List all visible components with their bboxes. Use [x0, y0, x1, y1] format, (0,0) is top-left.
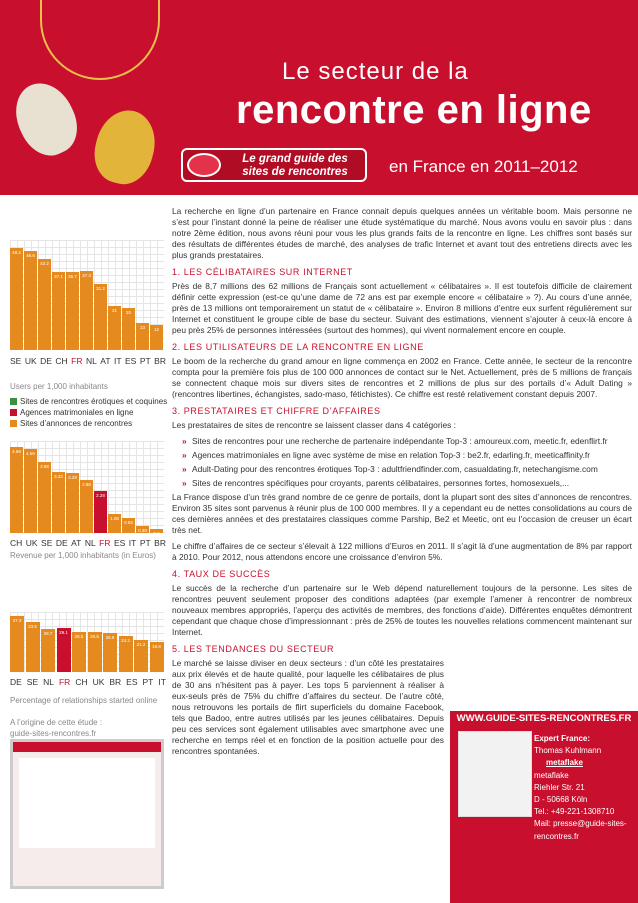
article — [172, 206, 632, 762]
bar: 37.1 — [52, 272, 65, 350]
bar: 3.88 — [38, 462, 51, 533]
contact-card — [450, 711, 638, 903]
mouse-cable — [40, 0, 160, 80]
bar: 28.7 — [41, 629, 55, 672]
tick-label: NL — [84, 538, 96, 548]
bar: 4.68 — [10, 447, 23, 533]
tick-label: AT — [71, 538, 82, 548]
paragraph: Le chiffre d’affaires de ce secteur s’élevait à 122 millions d’Euros en 2011. Il s’agit là d’une augmentation de 8% par rapport à 2010. Pour 2012, nous attendons encore une croissance d’environ 5%. — [172, 541, 632, 562]
list-item: » Sites de rencontres pour une recherche de partenaire indépendante Top-3 : amoureux.com, meetic.fr, edenflirt.fr — [172, 436, 632, 447]
section-title: 3. PRESTATAIRES ET CHIFFRE D’AFFAIRES — [172, 406, 381, 416]
tick-label: PT — [142, 677, 154, 687]
tick-label: PT — [139, 538, 151, 548]
list-item: » Agences matrimoniales en ligne avec système de mise en relation Top-3 : be2.fr, edarling.fr, meeticaffinity.fr — [172, 450, 632, 461]
bar: 26.6 — [88, 632, 102, 672]
bar: 37.3 — [80, 271, 93, 350]
bar: 3.32 — [52, 472, 65, 533]
tick-label: IT — [113, 356, 122, 366]
legend-item: Sites d’annonces de rencontres — [10, 418, 167, 429]
tick-label: UK — [92, 677, 105, 687]
bar: 37.3 — [10, 616, 24, 672]
title-line-2: rencontre en ligne — [236, 88, 592, 132]
success-caption: Percentage of relationships started online — [10, 696, 158, 705]
bar: 0.2 — [150, 529, 163, 533]
tick-label: FR — [99, 538, 111, 548]
revenue-caption: Revenue per 1,000 inhabitants (in Euros) — [10, 551, 156, 560]
tick-label: CH — [55, 356, 68, 366]
tick-label: FR — [58, 677, 71, 687]
heart-logo-icon — [187, 153, 221, 177]
tick-label: DE — [40, 356, 52, 366]
tick-label: DE — [10, 677, 22, 687]
tick-label: CH — [10, 538, 23, 548]
bar: 4.56 — [24, 449, 37, 533]
badge-line-1: Le grand guide des — [242, 153, 348, 165]
tick-label: BR — [154, 538, 166, 548]
screen-image — [10, 739, 164, 889]
users-axis — [10, 356, 166, 366]
contact-url: WWW.GUIDE-SITES-RENCONTRES.FR — [456, 713, 632, 724]
revenue-axis — [10, 538, 166, 548]
tick-label: IT — [158, 677, 166, 687]
tick-label: AT — [100, 356, 111, 366]
tick-label: CH — [75, 677, 88, 687]
bar: 43.2 — [38, 259, 51, 350]
section-text: Le boom de la recherche du grand amour en ligne commença en 2002 en France. Cette année, le secteur de la rencontre compta pour la première fois plus de 100 000 annonces de contact sur le Net. Actuellement, près de 5 millions de français se connectent chaque mois sur divers sites de rencontres et 2 millions de plus sur des portails d’« Adult Dating » (rencontres libertines, échangistes, sado-maso, fétichistes). Ce chiffre est resté relativement constant depuis 2007. — [172, 356, 632, 399]
guide-badge — [181, 148, 367, 182]
section-text: Le marché se laisse diviser en deux secteurs : d’un côté les prestataires aux prix élevés et de haute qualité, pour laquelle les célibataires de plus de 30 ans n’hésitent pas à payer. Les tops 5 parviennent à réaliser à eux-seuls près de 75% du chiffre d’affaires du secteur. De l’autre côté, nous retrouvons les portails de flirt superficiels du domaine Facebook, tels que Badoo, entre autres utilisés par les jeunes célibataires. Depuis peu ces services sont également utilisables avec smartphone avec une recherche en temps réel et en fonction de la position actuelle pour des rencontres spontanées. — [172, 658, 444, 756]
bar: 46.6 — [24, 251, 37, 350]
bar: 3.28 — [66, 473, 79, 533]
source-url: guide-sites-rencontres.fr — [10, 729, 97, 738]
tick-label: ES — [113, 538, 126, 548]
tick-label: NL — [85, 356, 97, 366]
bar: 25.8 — [103, 633, 117, 672]
bar: 2.88 — [80, 480, 93, 533]
section-title: 2. LES UTILISATEURS DE LA RENCONTRE EN LIGNE — [172, 342, 424, 352]
section-title: 5. LES TENDANCES DU SECTEUR — [172, 644, 335, 654]
tick-label: SE — [41, 538, 53, 548]
list-item: » Adult-Dating pour des rencontres érotiques Top-3 : adultfriendfinder.com, casualdating.fr, netechangisme.com — [172, 464, 632, 475]
bar: 1.06 — [108, 514, 121, 534]
tick-label: PT — [139, 356, 151, 366]
title-line-1: Le secteur de la — [282, 58, 469, 85]
bar: 2.28 — [94, 491, 107, 533]
bar: 21 — [108, 306, 121, 350]
list-item: » Sites de rencontres spécifiques pour croyants, parents célibataires, personnes fortes, homosexuels,... — [172, 478, 632, 489]
legend-item: Sites de rencontres érotiques et coquines — [10, 396, 167, 407]
bar: 12 — [150, 325, 163, 350]
bar: 29.1 — [57, 628, 71, 672]
intro: La recherche en ligne d’un partenaire en France connait depuis quelques années un véritable boom. Mais personne ne s’est pour l’instant donné la peine de réaliser une étude systématique du marché. Nous avons voulu en savoir plus : dans notre 2ème édition, nous avons réuni pour vous les plus grands faits de la rencontre en ligne. Les chiffres sont basés sur des résultats de différentes études de marché, des analyses de trafic Internet et avant tout des entretiens directs avec les plus grands prestataires. — [172, 206, 632, 260]
bar: 33.5 — [26, 622, 40, 672]
bar: 0.39 — [136, 526, 149, 533]
users-caption: Users per 1,000 inhabitants — [10, 382, 108, 391]
tick-label: BR — [109, 677, 122, 687]
bar: 26.5 — [72, 632, 86, 672]
success-chart — [10, 612, 164, 672]
header-banner — [0, 0, 638, 195]
bar: 20 — [122, 308, 135, 350]
tick-label: IT — [128, 538, 137, 548]
badge-line-2: sites de rencontres — [242, 166, 348, 178]
bar: 24.2 — [119, 636, 133, 672]
source-label: A l’origine de cette étude : — [10, 718, 103, 727]
tick-label: BR — [154, 356, 166, 366]
tick-label: UK — [24, 356, 37, 366]
bar: 31.2 — [94, 284, 107, 350]
tick-label: SE — [26, 677, 39, 687]
bar: 36.7 — [66, 272, 79, 350]
tick-label: ES — [126, 677, 138, 687]
bar: 0.83 — [122, 518, 135, 533]
paragraph: La France dispose d’un très grand nombre de ce genre de portails, dont la plupart sont des sites d’annonces de rencontres. Environ 35 sites sont parvenus à réunir plus de 100 000 membres. Il y a cependant eu de nettes consolidations au cours de ces dernières années et des prestataires classiques comme Parship, Be2 et Meetic, ont eu l’occasion de creuser un écart très net. — [172, 492, 632, 535]
tick-label: SE — [10, 356, 22, 366]
section-text: Les prestataires de sites de rencontre se laissent classer dans 4 catégories : — [172, 420, 456, 430]
mouse-left-image — [5, 74, 87, 165]
contact-details: Expert France: Thomas Kuhlmann metaflake metaflake Riehler Str. 21 D - 50668 Köln Tel.: +49-221-1308710 Mail: presse@guide-sites-rencontres.fr — [534, 734, 627, 841]
bar: 19.8 — [150, 642, 164, 672]
revenue-chart — [10, 441, 164, 537]
section-text: Près de 8,7 millions des 62 millions de Français sont actuellement « célibataires ». Il est toutefois difficile de clairement définir cette expression (est-ce qu’une dame de 72 ans est par exemple encore « célibataire » ?). Au cours d’une année, près de 13 millions ont temporairement un statut de « célibataire ». Environ 8 millions d’entre eux surfent régulièrement sur Internet et constituent le groupe cible de base du secteur. Suivant des estimations, viennent s’ajouter à ceux-là encore à peu près 25% de personnes intéressées (surtout des hommes), qui vivent normalement encore en couple. — [172, 281, 632, 335]
mouse-right-image — [87, 104, 162, 190]
tick-label: NL — [43, 677, 54, 687]
section-text: Le succès de la recherche d’un partenaire sur le Web dépend naturellement toujours de la personne. Les sites de rencontres peuvent seulement proposer des conditions adaptées (par exemple l’amener à rencontrer de nombreux nouveaux membres appropriés, l’aperçu des activités de membres, des fonctions d’aide). Différentes enquêtes démontrent cependant que chaque chose d’impressionnant : près de 25% de toutes les nouvelles relations commencent maintenant sur Internet. — [172, 583, 632, 637]
tick-label: ES — [125, 356, 137, 366]
tick-label: FR — [71, 356, 83, 366]
portrait-image — [458, 731, 532, 817]
bar: 21.2 — [134, 640, 148, 672]
bar: 48.2 — [10, 248, 23, 350]
users-legend — [10, 396, 167, 429]
bar: 13 — [136, 323, 149, 351]
section-title: 4. TAUX DE SUCCÈS — [172, 569, 271, 579]
legend-item: Agences matrimoniales en ligne — [10, 407, 167, 418]
section-title: 1. LES CÉLIBATAIRES SUR INTERNET — [172, 267, 353, 277]
users-chart — [10, 240, 164, 350]
success-axis — [10, 677, 166, 687]
tick-label: UK — [25, 538, 38, 548]
tick-label: DE — [55, 538, 68, 548]
subtitle: en France en 2011–2012 — [389, 157, 578, 176]
